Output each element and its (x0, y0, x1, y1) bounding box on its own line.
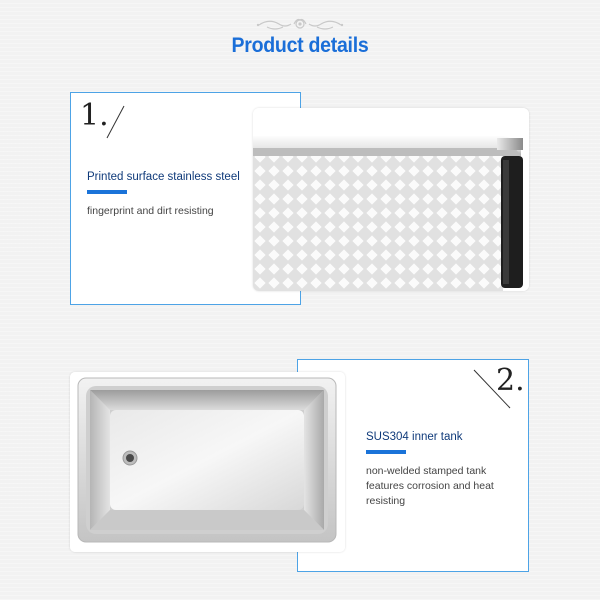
printed-steel-photo (253, 108, 529, 291)
ornament-icon (255, 14, 345, 34)
accent-bar (366, 450, 406, 454)
feature-number: 2. (496, 363, 525, 398)
inner-tank-photo (70, 372, 345, 552)
feature-description: fingerprint and dirt resisting (87, 205, 214, 217)
feature-number: 1. (80, 98, 109, 133)
feature-description: non-welded stamped tank features corrosion and heat resisting (366, 465, 494, 507)
page-title: Product details (231, 34, 369, 57)
accent-bar (87, 190, 127, 194)
slash-icon (104, 104, 126, 140)
feature-heading: SUS304 inner tank (366, 431, 463, 443)
feature-heading: Printed surface stainless steel (87, 171, 240, 183)
